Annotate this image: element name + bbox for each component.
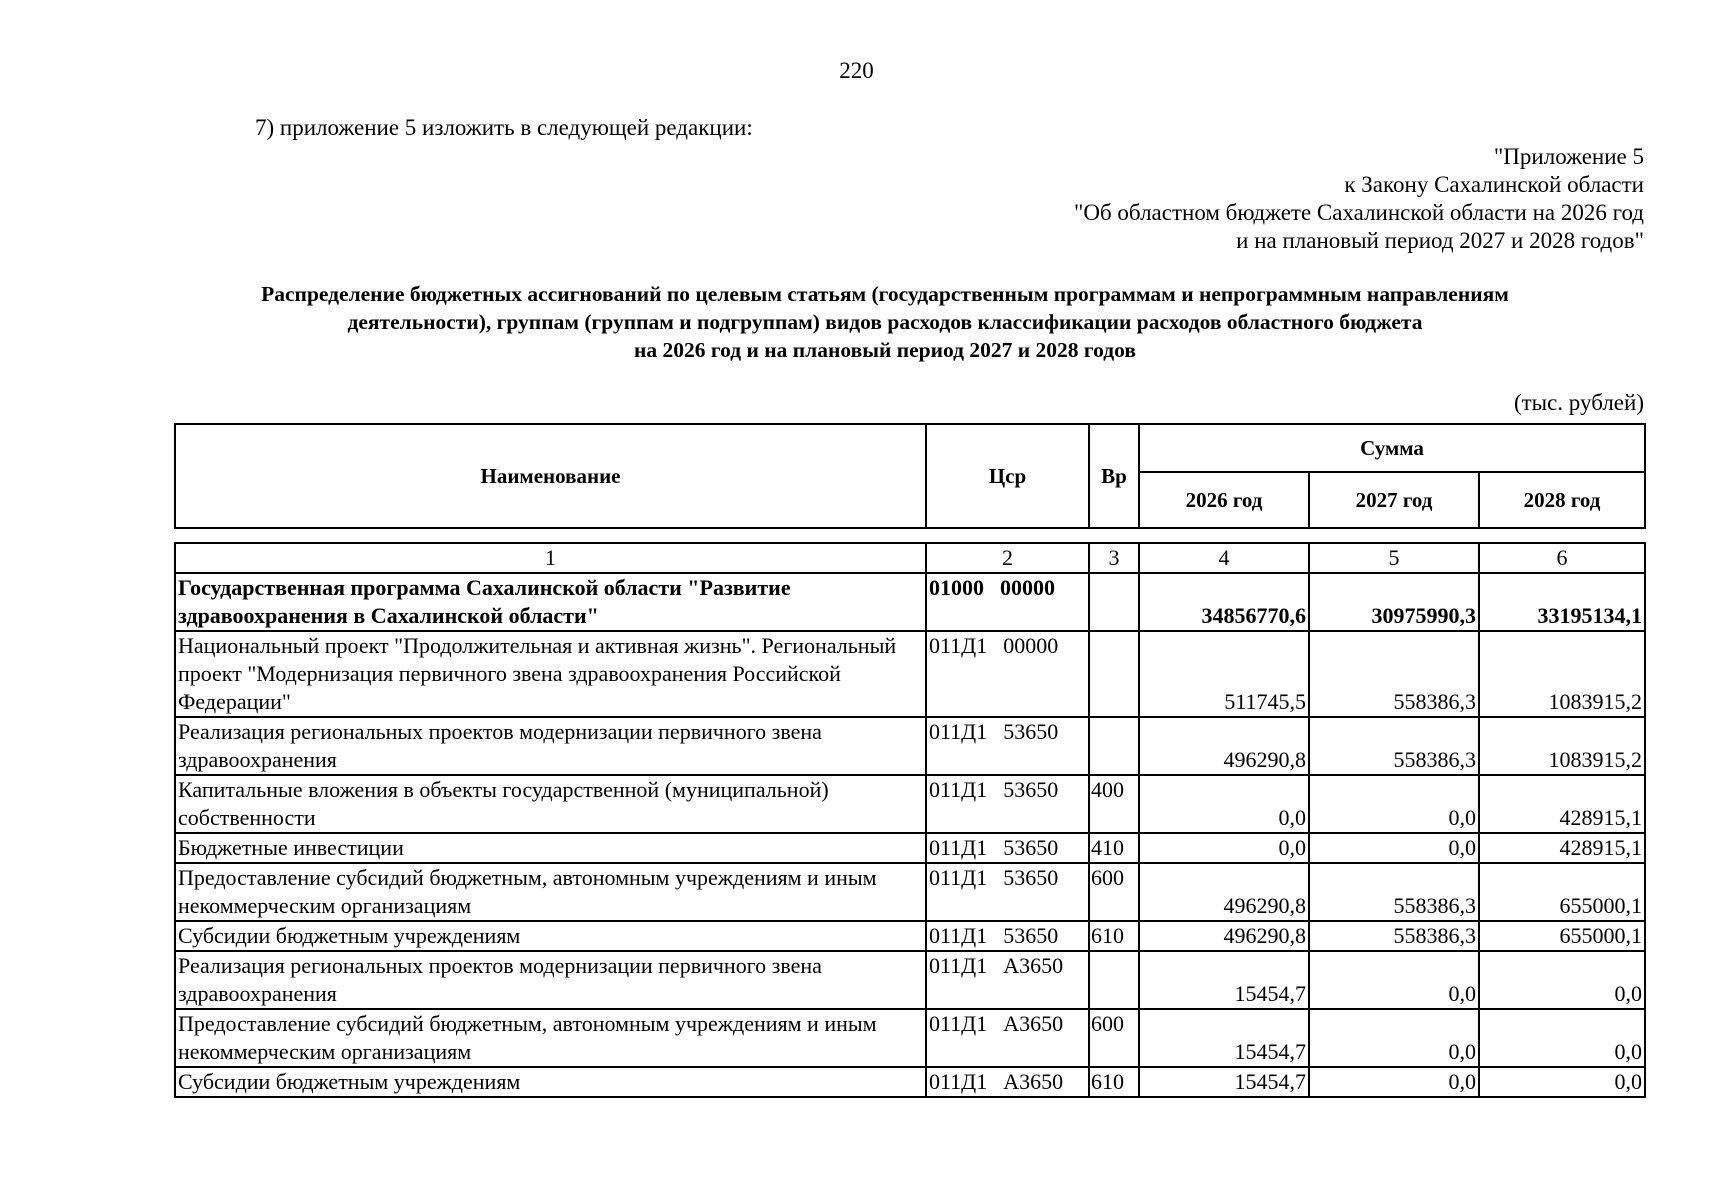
- column-number: 3: [1089, 543, 1139, 573]
- row-value-2028: 428915,1: [1479, 775, 1645, 833]
- row-csr: [926, 1067, 1089, 1097]
- row-vr: 600: [1089, 863, 1139, 921]
- column-number: 6: [1479, 543, 1645, 573]
- row-csr-program: 011Д1: [929, 953, 988, 978]
- row-csr: [926, 631, 1089, 717]
- budget-table: [174, 542, 1646, 1098]
- row-csr: [926, 717, 1089, 775]
- row-csr-direction: 53650: [1003, 923, 1059, 948]
- row-vr: [1089, 631, 1139, 717]
- row-vr: 610: [1089, 1067, 1139, 1097]
- row-csr-direction: 00000: [1003, 633, 1059, 658]
- row-value-2026: 15454,7: [1139, 951, 1309, 1009]
- row-csr-program: 011Д1: [929, 719, 988, 744]
- row-value-2028: 1083915,2: [1479, 717, 1645, 775]
- row-value-2026: 511745,5: [1139, 631, 1309, 717]
- title-line: деятельности), группам (группам и подгруппам) видов расходов классификации расходов областного бюджета: [347, 310, 1423, 334]
- row-value-2027: 30975990,3: [1309, 573, 1479, 631]
- row-vr: 400: [1089, 775, 1139, 833]
- table-row: [175, 631, 1645, 717]
- title-line: Распределение бюджетных ассигнований по целевым статьям (государственным программам и непрограммным направлениям: [261, 282, 1509, 306]
- table-row: [175, 1009, 1645, 1067]
- row-csr: [926, 1009, 1089, 1067]
- row-name: Государственная программа Сахалинской области "Развитие здравоохранения в Сахалинской области": [175, 573, 926, 631]
- row-csr-program: 011Д1: [929, 777, 988, 802]
- row-name: Предоставление субсидий бюджетным, автономным учреждениям и иным некоммерческим организациям: [175, 1009, 926, 1067]
- header-year-2028: 2028 год: [1479, 472, 1645, 528]
- table-row: [175, 921, 1645, 951]
- appendix-line: "Об областном бюджете Сахалинской области на 2026 год: [1073, 200, 1644, 225]
- row-csr-direction: 53650: [1003, 835, 1059, 860]
- row-value-2028: 33195134,1: [1479, 573, 1645, 631]
- row-csr-direction: А3650: [1003, 953, 1064, 978]
- table-row: [175, 717, 1645, 775]
- row-value-2026: 496290,8: [1139, 717, 1309, 775]
- row-name: Бюджетные инвестиции: [175, 833, 926, 863]
- row-value-2027: 558386,3: [1309, 717, 1479, 775]
- row-csr: [926, 775, 1089, 833]
- header-csr: Цср: [926, 424, 1089, 528]
- row-value-2026: 15454,7: [1139, 1009, 1309, 1067]
- table-header: [174, 423, 1646, 529]
- header-sum: Сумма: [1139, 424, 1645, 472]
- row-csr: [926, 833, 1089, 863]
- title-line: на 2026 год и на плановый период 2027 и 2028 годов: [634, 338, 1136, 362]
- row-name: Предоставление субсидий бюджетным, автономным учреждениям и иным некоммерческим организациям: [175, 863, 926, 921]
- column-number: 5: [1309, 543, 1479, 573]
- appendix-line: и на плановый период 2027 и 2028 годов": [1236, 228, 1644, 253]
- row-csr-direction: 53650: [1003, 719, 1059, 744]
- row-csr-program: 011Д1: [929, 1011, 988, 1036]
- row-value-2026: 15454,7: [1139, 1067, 1309, 1097]
- row-value-2027: 0,0: [1309, 1009, 1479, 1067]
- column-number: 1: [175, 543, 926, 573]
- row-value-2026: 0,0: [1139, 775, 1309, 833]
- intro-text: 7) приложение 5 изложить в следующей редакции:: [255, 115, 753, 140]
- appendix-reference: [1074, 143, 1644, 255]
- row-value-2028: 0,0: [1479, 1009, 1645, 1067]
- row-value-2027: 0,0: [1309, 833, 1479, 863]
- header-year-2026: 2026 год: [1139, 472, 1309, 528]
- row-name: Субсидии бюджетным учреждениям: [175, 921, 926, 951]
- row-vr: [1089, 951, 1139, 1009]
- row-csr-direction: А3650: [1003, 1069, 1064, 1094]
- row-name: Реализация региональных проектов модернизации первичного звена здравоохранения: [175, 717, 926, 775]
- row-csr-program: 011Д1: [929, 923, 988, 948]
- table-row: [175, 573, 1645, 631]
- row-csr-direction: 00000: [1000, 575, 1055, 600]
- row-value-2028: 0,0: [1479, 1067, 1645, 1097]
- row-csr: [926, 573, 1089, 631]
- row-csr-program: 011Д1: [929, 633, 988, 658]
- row-value-2028: 655000,1: [1479, 863, 1645, 921]
- row-value-2028: 655000,1: [1479, 921, 1645, 951]
- row-csr: [926, 951, 1089, 1009]
- units-label: (тыс. рублей): [1513, 390, 1644, 415]
- row-csr-program: 011Д1: [929, 865, 988, 890]
- row-value-2027: 558386,3: [1309, 863, 1479, 921]
- row-csr-direction: А3650: [1003, 1011, 1064, 1036]
- row-name: Капитальные вложения в объекты государственной (муниципальной) собственности: [175, 775, 926, 833]
- row-csr-program: 011Д1: [929, 1069, 988, 1094]
- row-csr-direction: 53650: [1003, 777, 1059, 802]
- row-csr-program: 01000: [929, 575, 984, 600]
- header-name: Наименование: [175, 424, 926, 528]
- column-number: 2: [926, 543, 1089, 573]
- appendix-line: к Закону Сахалинской области: [1344, 172, 1644, 197]
- page-number: 220: [839, 58, 874, 83]
- row-name: Субсидии бюджетным учреждениям: [175, 1067, 926, 1097]
- row-value-2026: 496290,8: [1139, 921, 1309, 951]
- row-value-2027: 0,0: [1309, 951, 1479, 1009]
- row-value-2028: 1083915,2: [1479, 631, 1645, 717]
- row-csr-program: 011Д1: [929, 835, 988, 860]
- row-value-2027: 0,0: [1309, 775, 1479, 833]
- column-number-row: [175, 543, 1645, 573]
- document-title: [140, 280, 1630, 364]
- header-vr: Вр: [1089, 424, 1139, 528]
- row-value-2028: 0,0: [1479, 951, 1645, 1009]
- appendix-line: "Приложение 5: [1493, 144, 1644, 169]
- row-value-2026: 0,0: [1139, 833, 1309, 863]
- row-vr: [1089, 717, 1139, 775]
- row-value-2027: 558386,3: [1309, 631, 1479, 717]
- table-row: [175, 1067, 1645, 1097]
- table-row: [175, 775, 1645, 833]
- row-value-2027: 558386,3: [1309, 921, 1479, 951]
- row-vr: 410: [1089, 833, 1139, 863]
- row-csr-direction: 53650: [1003, 865, 1059, 890]
- row-name: Национальный проект "Продолжительная и активная жизнь". Региональный проект "Модернизация первичного звена здравоохранения Российской Федерации": [175, 631, 926, 717]
- column-number: 4: [1139, 543, 1309, 573]
- row-value-2026: 34856770,6: [1139, 573, 1309, 631]
- row-value-2027: 0,0: [1309, 1067, 1479, 1097]
- row-value-2026: 496290,8: [1139, 863, 1309, 921]
- row-value-2028: 428915,1: [1479, 833, 1645, 863]
- row-vr: [1089, 573, 1139, 631]
- table-row: [175, 951, 1645, 1009]
- row-csr: [926, 863, 1089, 921]
- header-year-2027: 2027 год: [1309, 472, 1479, 528]
- table-row: [175, 863, 1645, 921]
- table-row: [175, 833, 1645, 863]
- row-vr: 600: [1089, 1009, 1139, 1067]
- row-csr: [926, 921, 1089, 951]
- row-vr: 610: [1089, 921, 1139, 951]
- row-name: Реализация региональных проектов модернизации первичного звена здравоохранения: [175, 951, 926, 1009]
